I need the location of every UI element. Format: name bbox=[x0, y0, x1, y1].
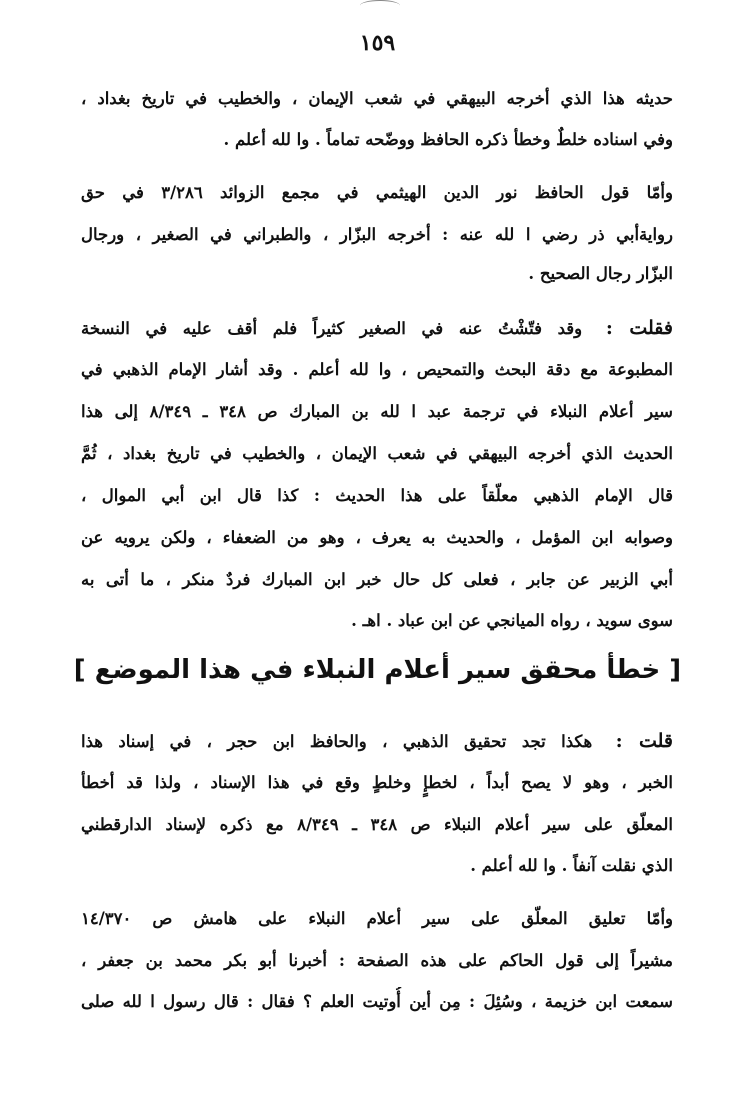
text-line: مشيراً إلى قول الحاكم على هذه الصفحة : أخبرنا أبو بكر محمد بن جعفر ، bbox=[81, 951, 673, 970]
text-line: سمعت ابن خزيمة ، وسُئِلَ : مِن أين أُوتيت العلم ؟ فقال : قال رسول ا لله صلى bbox=[81, 992, 673, 1011]
text-line bbox=[81, 313, 673, 345]
text-line: المعلّق على سير أعلام النبلاء ص ٣٤٨ ـ ٨/٣٤٩ مع ذكره لإسناد الدارقطني bbox=[81, 815, 673, 834]
text-line-content: هكذا تجد تحقيق الذهبي ، والحافظ ابن حجر ، في إسناد هذا bbox=[81, 732, 593, 751]
page-number: ١٥٩ bbox=[359, 30, 396, 56]
text-line bbox=[81, 726, 673, 758]
text-line: البزّار رجال الصحيح . bbox=[528, 264, 673, 283]
text-line: الذي نقلت آنفاً . وا لله أعلم . bbox=[470, 856, 673, 875]
text-line: الحديث الذي أخرجه البيهقي في شعب الإيمان ، والخطيب في تاريخ بغداد ، ثُمَّ bbox=[81, 444, 673, 463]
paragraph-label: فقلت : bbox=[605, 317, 673, 339]
text-line: المطبوعة مع دقة البحث والتمحيص ، وا لله أعلم . وقد أشار الإمام الذهبي في bbox=[81, 360, 673, 379]
text-line: وفي اسناده خلطٌ وخطأ ذكره الحافظ ووضّحه تماماً . وا لله أعلم . bbox=[223, 130, 673, 149]
text-line: حديثه هذا الذي أخرجه البيهقي في شعب الإيمان ، والخطيب في تاريخ بغداد ، bbox=[81, 89, 673, 108]
text-line: وأمّا قول الحافظ نور الدين الهيثمي في مجمع الزوائد ٣/٢٨٦ في حق bbox=[81, 183, 673, 202]
page-corner-mark bbox=[360, 0, 400, 11]
text-line: الخبر ، وهو لا يصح أبداً ، لخطإٍ وخلطٍ وقع في هذا الإسناد ، ولذا قد أخطأ bbox=[81, 773, 673, 792]
text-line: قال الإمام الذهبي معلّقاً على هذا الحديث : كذا قال ابن أبي الموال ، bbox=[81, 486, 673, 505]
text-line-content: وقد فتّشْتُ عنه في الصغير كثيراً فلم أقف عليه في النسخة bbox=[81, 319, 583, 338]
text-line: وصوابه ابن المؤمل ، والحديث به يعرف ، وهو من الضعفاء ، ولكن يرويه عن bbox=[81, 528, 673, 547]
paragraph-label: قلت : bbox=[615, 730, 673, 752]
text-line: سوى سويد ، رواه الميانجي عن ابن عباد . اهـ . bbox=[351, 611, 673, 630]
section-heading: [ خطأ محقق سير أعلام النبلاء في هذا الموضع ] bbox=[73, 655, 682, 685]
text-line: أبي الزبير عن جابر ، فعلى كل حال خبر ابن المبارك فردٌ منكر ، ما أتى به bbox=[81, 570, 673, 589]
text-line: روايةأبي ذر رضي ا لله عنه : أخرجه البزّار ، والطبراني في الصغير ، ورجال bbox=[81, 225, 673, 244]
text-line: وأمّا تعليق المعلّق على سير أعلام النبلاء على هامش ص ١٤/٣٧٠ bbox=[81, 909, 673, 928]
text-line: سير أعلام النبلاء في ترجمة عبد ا لله بن المبارك ص ٣٤٨ ـ ٨/٣٤٩ إلى هذا bbox=[81, 402, 673, 421]
